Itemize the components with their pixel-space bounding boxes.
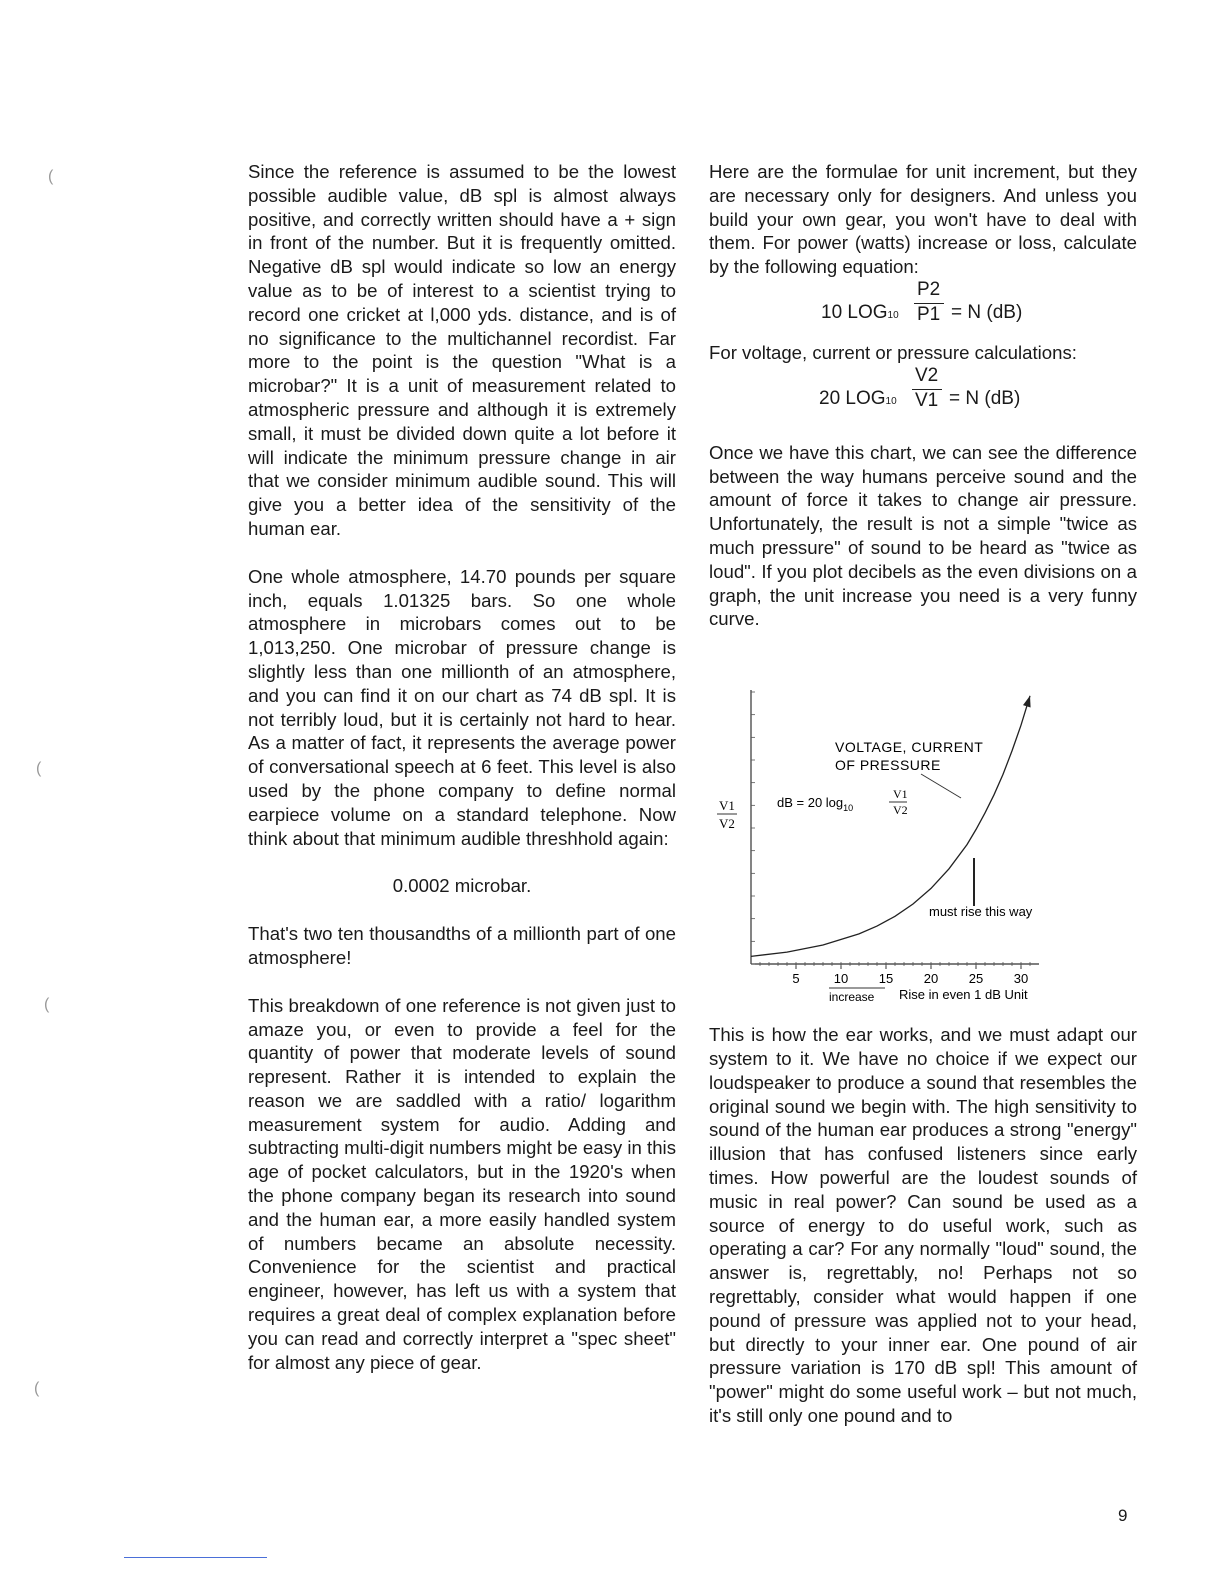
right-paragraph-4: This is how the ear works, and we must adapt our system to it. We have no choice if we expect our loudspeaker to produce a sound that resembles the original sound we begin with. The high sensitivity to sound of the human ear produces a strong "energy" illusion that has confused listeners since early times. How powerful are the loudest sounds of music in real power? Can sound be used as a source of energy to do useful work, such as operating a car? For any normally "loud" sound, the answer is, regrettably, no! Perhaps not so regrettably, consider what would happen if one pound of pressure was applied not to your head, but directly to your inner ear. One pound of air pressure variation is 170 dB spl! This amount of "power" might do some useful work – but not much, it's still only one pound and to (709, 1024, 1137, 1426)
title-pointer (921, 774, 961, 798)
scan-speck: ( (44, 996, 50, 1013)
chart-formula-prefix: dB = 20 $\log_{10}$ (777, 795, 854, 813)
chart-formula-denominator: V2 (893, 803, 908, 817)
formula-denominator: V1 (915, 389, 939, 411)
annotation-text: must rise this way (929, 904, 1033, 919)
chart-formula-numerator: V1 (893, 787, 908, 801)
left-paragraph-3: That's two ten thousandths of a millionth part of one atmosphere! (248, 923, 676, 968)
curve-arrowhead (1023, 696, 1031, 708)
x-tick-label: 10 (833, 971, 849, 986)
right-paragraph-1: Here are the formulae for unit increment, but they are necessary only for designers. And unless you build your own gear, you won't have to deal with them. For power (watts) increase or loss, calculate by the following equation: (709, 161, 1137, 278)
db-curve-chart (709, 678, 1137, 1008)
right-paragraph-2: For voltage, current or pressure calculations: (709, 341, 1077, 363)
left-paragraph-1: Since the reference is assumed to be the lowest possible audible value, dB spl is almost always positive, and correctly written should have a + sign in front of the number. But it is frequently omitted. Negative dB spl would indicate so low an energy value as to be of interest to a scientist trying to record one cricket at l,000 yds. distance, and is of no significance to the multichannel recordist. Far more to the point is the question "What is a microbar?" It is a unit of measurement related to atmospheric pressure and although it is extremely small, it must be divided down quite a lot before it will indicate the minimum pressure change in air that we consider minimum audible sound. This will give you a better idea of the sensitivity of the human ear. (248, 161, 676, 539)
y-label-denominator: V2 (719, 816, 735, 831)
left-paragraph-4: This breakdown of one reference is not given just to amaze you, or even to provide a feel for the quantity of power that moderate levels of sound represent. Rather it is intended to explain the reason we are saddled with a ratio/ logarithm measurement system for audio. Adding and subtracting multi-digit numbers might be easy in this age of pocket calculators, but in the 1920's when the phone company began its research into sound and the human ear, a more easily handled system of numbers became an absolute necessity. Convenience for the scientist and practical engineer, however, has left us with a system that requires a great deal of complex explanation before you can read and correctly interpret a "spec sheet" for almost any piece of gear. (248, 994, 676, 1373)
formula-numerator: P2 (917, 278, 941, 300)
x-axis-ticks (760, 962, 1030, 986)
right-paragraph-3: Once we have this chart, we can see the difference between the way humans perceive sound and the amount of force it takes to change air pressure. Unfortunately, the result is not a simple "twice as much pressure" of sound to be heard as "twice as loud". If you plot decibels as the even divisions on a graph, the unit increase you need is a very funny curve. (709, 441, 1137, 630)
threshold-value: 0.0002 microbar. (392, 875, 532, 897)
chart-title-line-2: OF PRESSURE (835, 757, 941, 773)
left-column (248, 160, 676, 1374)
formula-result: = N (dB) (951, 301, 1023, 323)
x-tick-label: 30 (1013, 971, 1029, 986)
formula-prefix: 20 LOG10 (819, 387, 897, 409)
x-tick-label: 5 (792, 971, 800, 986)
x-tick-label: 20 (923, 971, 939, 986)
chart-title-line-1: VOLTAGE, CURRENT (835, 739, 984, 755)
x-tick-label: 25 (968, 971, 984, 986)
formula-prefix: 10 LOG10 (821, 301, 899, 323)
y-label-numerator: V1 (719, 798, 735, 813)
scan-speck: ( (36, 760, 42, 777)
scan-speck: ( (48, 168, 54, 185)
scan-link-underline (124, 1557, 267, 1558)
formula-denominator: P1 (917, 303, 941, 325)
x-tick-label: 15 (878, 971, 894, 986)
page-number: 9 (1118, 1506, 1128, 1525)
formula-result: = N (dB) (949, 387, 1021, 409)
x-label-prefix: increase (829, 990, 875, 1004)
x-label: Rise in even 1 dB Unit (899, 987, 1028, 1002)
power-formula (709, 279, 1137, 341)
voltage-formula (709, 365, 1137, 427)
formula-numerator: V2 (915, 364, 939, 386)
left-paragraph-2: One whole atmosphere, 14.70 pounds per square inch, equals 1.01325 bars. So one whole atmosphere in microbars comes out to be 1,013,250. One microbar of pressure change is slightly less than one millionth of an atmosphere, and you can find it on our chart as 74 dB spl. It is not terribly loud, but it is certainly not hard to hear. As a matter of fact, it represents the average power of conversational speech at 6 feet. This level is also used by the phone company to define normal earpiece volume on a standard telephone. Now think about that minimum audible threshhold again: (248, 565, 676, 849)
scan-speck: ( (34, 1380, 40, 1397)
